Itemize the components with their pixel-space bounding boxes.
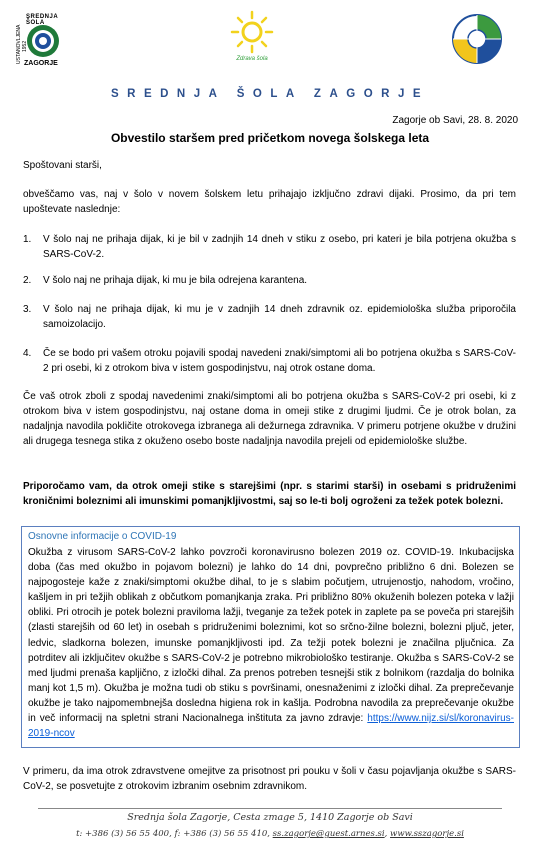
footer-web-link[interactable]: www.sszagorje.si	[390, 829, 464, 839]
info-box-text	[28, 545, 514, 741]
symptoms-paragraph: Če vaš otrok zboli z spodaj navedenimi znaki/simptomi ali bo potrjena okužba s SARS-CoV-2 pri osebi, ki z otrokom biva v istem gospodinjstvu, naj ostane doma in omeji stike z drugimi ljudmi. Če je otrok bolan, za nadaljnja navodila pokličite otrokovega izbranega ali dežurnega zdravnika. V primeru potrjene okužbe v družini ali drugega tesnega stika z okuženo osebo boste nadaljnja navodila prejeli od epidemiološke službe.	[23, 391, 516, 447]
sun-icon	[228, 10, 276, 56]
list-text: V šolo naj ne prihaja dijak, ki je bil v zadnjih 14 dneh v stiku z osebo, pri kateri je bila potrjena okužba s SARS-CoV-2.	[43, 234, 516, 260]
list-text: V šolo naj ne prihaja dijak, ki mu je v zadnjih 14 dneh zdravnik oz. epidemiološka služba priporočila samoizolacijo.	[43, 304, 516, 330]
school-header-title: SREDNJA ŠOLA ZAGORJE	[110, 88, 430, 100]
nijz-link[interactable]: https://www.nijz.si/sl/koronavirus-2019-ncov	[28, 713, 514, 740]
list-number: 2.	[23, 275, 32, 286]
list-number: 4.	[23, 348, 32, 359]
greeting: Spoštovani starši,	[23, 160, 102, 171]
footer-divider	[38, 808, 502, 809]
footer-address: Srednja šola Zagorje, Cesta zmage 5, 1410 Zagorje ob Savi	[127, 812, 413, 823]
footer-email-link[interactable]: ss.zagorje@guest.arnes.si	[272, 829, 385, 839]
list-text: Če se bodo pri vašem otroku pojavili spodaj navedeni znaki/simptomi ali bo potrjena okužba s SARS-CoV-2 pri osebi, ki z otrokom biva v istem gospodinjstvu, naj otrok ostane doma.	[43, 348, 516, 374]
recommendation-paragraph: Priporočamo vam, da otrok omeji stike s starejšimi (npr. s starimi starši) in osebami s pridruženimi kroničnimi boleznimi ali imunskimi pomanjkljivostmi, saj so le-ti bolj ogroženi za težek potek bolezni.	[23, 481, 516, 507]
final-paragraph: V primeru, da ima otrok zdravstvene omejitve za prisotnost pri pouku v šoli v času pojavljanja okužbe s SARS-CoV-2, se posvetujte z otrokovim izbranim osebnim zdravnikom.	[23, 766, 516, 792]
document-title: Obvestilo staršem pred pričetkom novega šolskega leta	[110, 131, 430, 145]
document-date: Zagorje ob Savi, 28. 8. 2020	[392, 115, 518, 126]
logo-top-text: SREDNJA ŠOLA	[26, 14, 58, 26]
list-text: V šolo naj ne prihaja dijak, ki mu je bila odrejena karantena.	[43, 275, 308, 286]
school-logo	[16, 14, 68, 70]
info-box-title: Osnovne informacije o COVID-19	[28, 531, 177, 542]
list-number: 3.	[23, 304, 32, 315]
footer-separator: ,	[384, 829, 391, 839]
list-number: 1.	[23, 234, 32, 245]
globe-network-icon	[452, 14, 502, 64]
healthy-school-caption: Zdrava šola	[236, 56, 268, 62]
info-body: Okužba z virusom SARS-CoV-2 lahko povzroči koronavirusno bolezen 2019 oz. COVID-19. Inkubacijska doba (čas med okužbo in pojavom bolezni) je lahko do 14 dni, povprečno približno 6 dni. Bolezen se najpogosteje kaže z znaki/simptomi okužbe dihal, to je s slabim počutjem, utrujenostjo, nahodom, vročino, kašljem in pri težjih oblikah z občutkom pomanjkanja zraka. Pri približno 80% okuženih bolezen poteka v lažji obliki. Pri otrocih je potek bolezni praviloma lažji, tveganje za težek potek in zaplete pa se poveča pri starejših (zlasti starejših od 60 let) in osebah s pridruženimi boleznimi, kot so srčno-žilne bolezni, bolezni pljuč, jeter, ledvic, sladkorna bolezen, imunske pomanjkljivosti ipd. Za težji potek bolezni je značilna pljučnica. Za potrditev ali izključitev okužbe s SARS-CoV-2 je potrebno mikrobiološko testiranje. Okužba s SARS-CoV-2 se med ljudmi prenaša kapljično, z izločki dihal. Za prenos potreben tesnejši stik z bolnikom (razdalja do bolnika manj kot 1,5 m). Okužba je možna tudi ob stiku s površinami, onesnaženimi z izločki dihal. Za preprečevanje okužbe je tako najpomembnejša dosledna higiena rok in kašlja. Podrobna navodila za preprečevanje okužbe in več informacij na spletni strani Nacionalnega inštituta za javno zdravje:	[28, 547, 514, 725]
logo-bottom-text: ZAGORJE	[24, 60, 58, 67]
intro-paragraph: obveščamo vas, naj v šolo v novem šolskem letu prihajajo izključno zdravi dijaki. Prosimo, da pri tem upoštevate naslednje:	[23, 189, 516, 215]
school-emblem-icon	[26, 24, 60, 58]
footer-contact	[0, 829, 540, 839]
logo-side-text: USTANOVLJENA 1952	[16, 24, 28, 64]
covid-info-box	[21, 526, 520, 748]
footer-phone-fax: t: +386 (3) 56 55 400, f: +386 (3) 56 55 410,	[76, 829, 273, 839]
healthy-school-logo	[228, 10, 276, 68]
